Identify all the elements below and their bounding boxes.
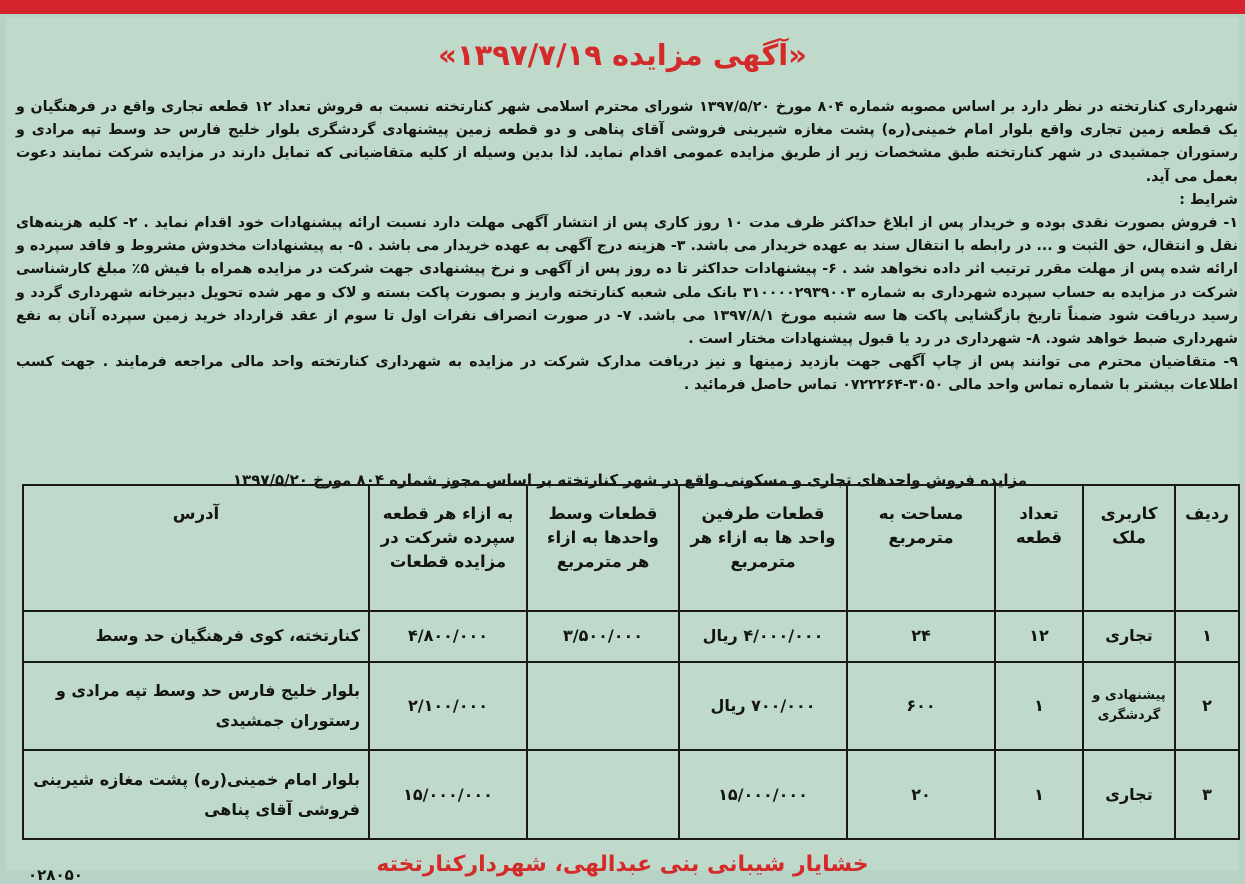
auction-table: [22, 484, 1240, 840]
header-count: تعداد قطعه: [995, 485, 1083, 611]
conditions-heading: شرایط :: [1179, 191, 1238, 208]
cell-middle-price: [527, 750, 679, 839]
header-address: آدرس: [23, 485, 369, 611]
page-title: «آگهی مزایده ۱۳۹۷/۷/۱۹»: [438, 38, 807, 72]
cell-sides-price: ۷۰۰/۰۰۰ ریال: [679, 662, 847, 751]
cell-sides-price: ۴/۰۰۰/۰۰۰ ریال: [679, 611, 847, 662]
cell-deposit: ۱۵/۰۰۰/۰۰۰: [369, 750, 527, 839]
cell-usage: تجاری: [1083, 611, 1175, 662]
table-row: [23, 611, 1239, 662]
table-row: [23, 662, 1239, 751]
cell-count: ۱: [995, 662, 1083, 751]
header-sides-price: قطعات طرفین واحد ها به ازاء هر مترمربع: [679, 485, 847, 611]
cell-middle-price: ۳/۵۰۰/۰۰۰: [527, 611, 679, 662]
cell-row-no: ۳: [1175, 750, 1239, 839]
cell-row-no: ۲: [1175, 662, 1239, 751]
cell-count: ۱: [995, 750, 1083, 839]
closing-paragraph: ۹- متقاضیان محترم می توانند پس از چاپ آگهی جهت بازدید زمینها و نیز دریافت مدارک شرکت در مزایده به شهرداری کنارتخته واحد مالی مراجعه فرمایند . جهت کسب اطلاعات بیشتر با شماره تماس واحد مالی ۳۰۵۰-۰۷۲۲۲۶۴ تماس حاصل فرمائید .: [16, 354, 1238, 394]
table-row: [23, 750, 1239, 839]
header-area: مساحت به مترمربع: [847, 485, 995, 611]
cell-sides-price: ۱۵/۰۰۰/۰۰۰: [679, 750, 847, 839]
cell-middle-price: [527, 662, 679, 751]
cell-deposit: ۴/۸۰۰/۰۰۰: [369, 611, 527, 662]
cell-deposit: ۲/۱۰۰/۰۰۰: [369, 662, 527, 751]
cell-usage: پیشنهادی و گردشگری: [1083, 662, 1175, 751]
ad-code: ۰۲۸۰۵۰: [28, 866, 83, 884]
cell-count: ۱۲: [995, 611, 1083, 662]
top-red-bar: [0, 0, 1245, 14]
intro-paragraph: شهرداری کنارتخته در نظر دارد بر اساس مصوبه شماره ۸۰۴ مورخ ۱۳۹۷/۵/۲۰ شورای محترم اسلامی شهر کنارتخته نسبت به فروش تعداد ۱۲ قطعه تجاری واقع در فرهنگیان و یک قطعه زمین تجاری واقع بلوار امام خمینی(ره) پشت مغازه شیرینی فروشی آقای پناهی و دو قطعه زمین پیشنهادی گردشگری بلوار خلیج فارس حد وسط تپه مرادی و رستوران جمشیدی در شهر کنارتخته طبق مشخصات زیر از طریق مزایده عمومی اقدام نماید. لذا بدین وسیله از کلیه متقاضیانی که تمایل دارند در مزایده شرکت نمایند دعوت بعمل می آید.: [16, 99, 1239, 185]
header-usage: کاربری ملک: [1083, 485, 1175, 611]
cell-address: بلوار خلیج فارس حد وسط تپه مرادی و رستوران جمشیدی: [23, 662, 369, 751]
cell-address: کنارتخته، کوی فرهنگیان حد وسط: [23, 611, 369, 662]
cell-area: ۲۰: [847, 750, 995, 839]
table-header-row: [23, 485, 1239, 611]
header-row-no: ردیف: [1175, 485, 1239, 611]
conditions-paragraph: ۱- فروش بصورت نقدی بوده و خریدار پس از ابلاغ حداکثر ظرف مدت ۱۰ روز کاری پس از انتشار آگهی مهلت دارد نسبت ارائه پیشنهادات خود اقدام نماید . ۲- کلیه هزینه‌های نقل و انتقال، حق الثبت و ... در رابطه با انتقال سند به عهده خریدار می باشد. ۳- هزینه درج آگهی به عهده خریدار می باشد . ۵- به پیشنهادات مخدوش مشروط و فاقد سپرده و ارائه شده پس از مهلت مقرر ترتیب اثر داده نخواهد شد . ۶- پیشنهادات حداکثر تا ده روز پس از آگهی و نرخ پیشنهادی جهت شرکت در مزایده همراه با فیش ۵٪ مبلغ کارشناسی شرکت در مزایده به حساب سپرده شهرداری به شماره ۳۱۰۰۰۰۲۹۳۹۰۰۳ بانک ملی شعبه کنارتخته واریز و بصورت پاکت بسته و لاک و مهر شده تحویل دبیرخانه شهرداری گردد و رسید دریافت شود ضمناً تاریخ بازگشایی پاکت ها سه شنبه مورخ ۱۳۹۷/۸/۱ می باشد. ۷- در صورت انصراف نفرات اول تا سوم از عقد قرارداد خرید زمین سپرده آنان به نفع شهرداری ضبط خواهد شود. ۸- شهرداری در رد یا قبول پیشنهادات مختار است .: [16, 215, 1238, 348]
header-middle-price: قطعات وسط واحدها به ازاء هر مترمربع: [527, 485, 679, 611]
table-caption: مزایده فروش واحدهای تجاری و مسکونی واقع در شهر کنارتخته بر اساس مجوز شماره ۸۰۴ مورخ ۱۳۹۷/۵/۲۰: [232, 471, 1028, 489]
cell-area: ۶۰۰: [847, 662, 995, 751]
signature: خشایار شیبانی بنی عبدالهی، شهردارکنارتخته: [376, 852, 869, 877]
cell-area: ۲۴: [847, 611, 995, 662]
notice-body: [16, 96, 1238, 398]
cell-usage: تجاری: [1083, 750, 1175, 839]
header-deposit: به ازاء هر قطعه سپرده شرکت در مزایده قطعات: [369, 485, 527, 611]
cell-address: بلوار امام خمینی(ره) پشت مغازه شیرینی فروشی آقای پناهی: [23, 750, 369, 839]
cell-row-no: ۱: [1175, 611, 1239, 662]
